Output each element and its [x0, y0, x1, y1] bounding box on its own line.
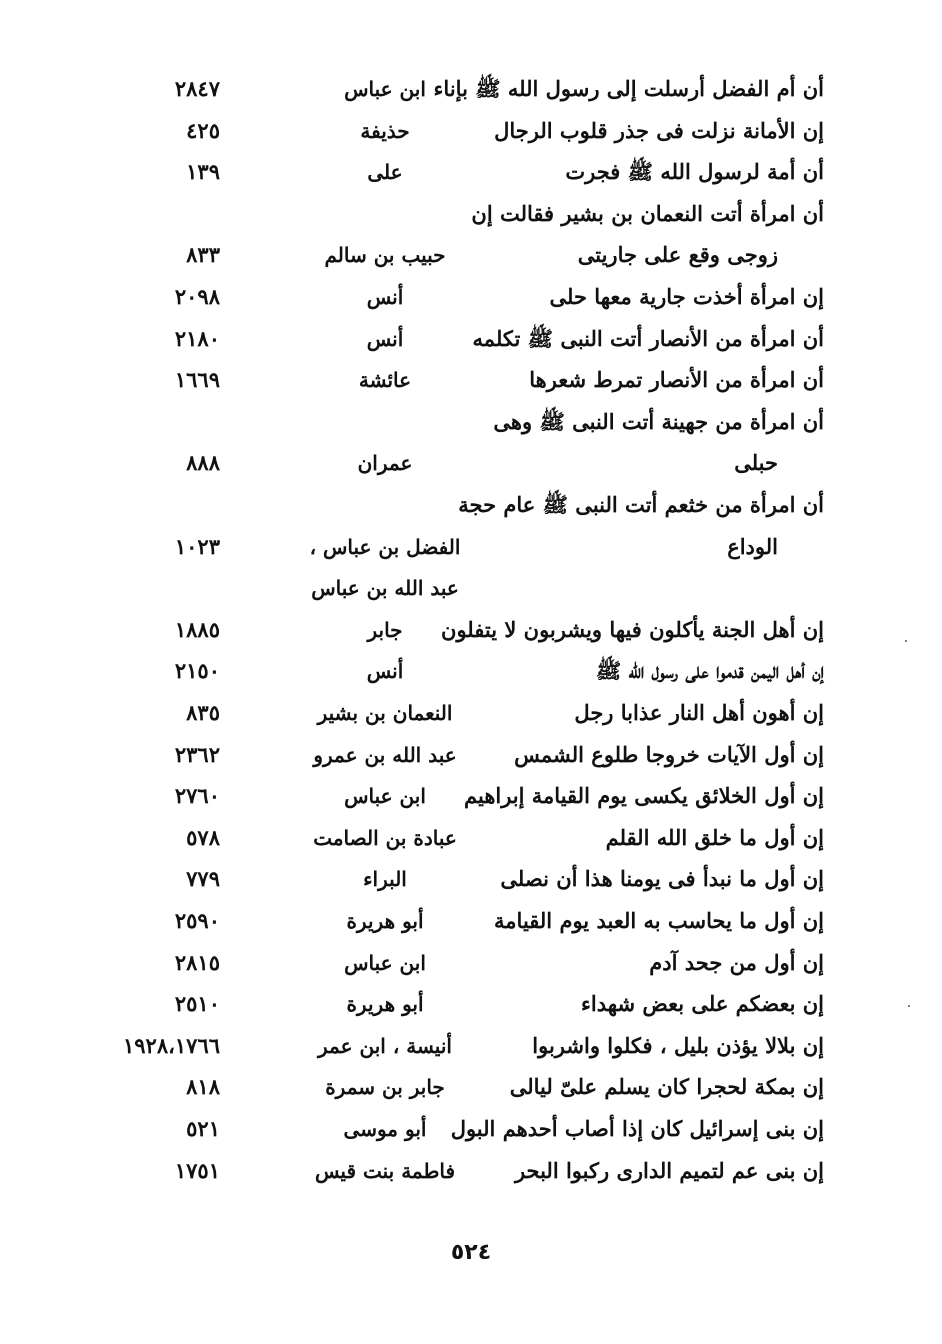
hadith-number: ١٠٢٣ [174, 534, 220, 559]
hadith-number: ١٦٦٩ [174, 367, 220, 392]
hadith-text: إن أول الخلائق يكسى يوم القيامة إبراهيم [464, 783, 824, 808]
hadith-text: إن بلالا يؤذن بليل ، فكلوا واشربوا [532, 1033, 824, 1058]
hadith-number: ١٧٥١ [174, 1158, 220, 1183]
hadith-number: ٨١٨ [186, 1074, 220, 1099]
index-entry [0, 1066, 942, 1108]
hadith-number: ٨٨٨ [186, 450, 220, 475]
hadith-text: إن بنى إسرائيل كان إذا أصاب أحدهم البول [450, 1116, 824, 1141]
hadith-text: إن أول ما نبدأ فى يومنا هذا أن نصلى [500, 866, 824, 891]
narrator-name: ابن عباس [344, 784, 426, 808]
narrator-name: عبد الله بن عمرو [313, 743, 457, 767]
narrator-name: عبادة بن الصامت [313, 826, 457, 850]
hadith-text: أن امرأة من الأنصار أتت النبى ﷺ تكلمه [472, 326, 824, 351]
index-entry [0, 193, 942, 235]
narrator-name: أنس [366, 327, 404, 351]
hadith-number: ١٨٨٥ [174, 617, 220, 642]
hadith-text: إن بمكة لحجرا كان يسلم علىّ ليالى [509, 1074, 824, 1099]
index-entry [0, 817, 942, 859]
hadith-text: إن أول ما يحاسب به العبد يوم القيامة [494, 908, 824, 933]
hadith-text: الوداع [727, 534, 778, 559]
hadith-text: أن امرأة من الأنصار تمرط شعرها [529, 367, 824, 392]
hadith-text: أن أمة لرسول الله ﷺ فجرت [565, 159, 824, 184]
index-entry [0, 276, 942, 318]
hadith-text: إن أهل اليمن قدموا على رسول الله ﷺ [595, 658, 824, 683]
hadith-text: إن أهل الجنة يأكلون فيها ويشربون لا يتفلون [441, 617, 824, 642]
index-entry [0, 900, 942, 942]
index-entry [0, 68, 942, 110]
index-entry [0, 526, 942, 568]
index-entry [0, 234, 942, 276]
index-entry [0, 1025, 942, 1067]
index-entry [0, 318, 942, 360]
hadith-number: ٧٧٩ [186, 866, 220, 891]
hadith-text: أن امرأة أتت النعمان بن بشير فقالت إن [471, 201, 824, 226]
hadith-number: ٢٥١٠ [174, 991, 220, 1016]
hadith-number: ١٩٢٨،١٧٦٦ [122, 1033, 220, 1058]
hadith-number: ٢٥٩٠ [174, 908, 220, 933]
index-entry [0, 359, 942, 401]
hadith-number: ٤٢٥ [186, 118, 220, 143]
index-entry [0, 650, 942, 692]
narrator-name: فاطمة بنت قيس [314, 1159, 456, 1183]
hadith-number: ٢١٨٠ [174, 326, 220, 351]
hadith-number: ١٣٩ [186, 159, 220, 184]
narrator-name: أبو موسى [343, 1117, 427, 1141]
hadith-number: ٢٠٩٨ [174, 284, 220, 309]
index-entry [0, 401, 942, 443]
hadith-text: أن امرأة من خثعم أتت النبى ﷺ عام حجة [458, 492, 824, 517]
hadith-number: ٢٨١٥ [174, 950, 220, 975]
hadith-number: ٨٣٥ [186, 700, 220, 725]
narrator-name: أنس [366, 659, 404, 683]
index-entry [0, 983, 942, 1025]
page-number: ٥٢٤ [450, 1240, 492, 1265]
hadith-text: إن الأمانة نزلت فى جذر قلوب الرجال [494, 118, 824, 143]
hadith-text: إن بعضكم على بعض شهداء [581, 991, 824, 1016]
hadith-number: ٥٢١ [186, 1116, 220, 1141]
narrator-name: عمران [357, 451, 413, 475]
hadith-text: إن أول ما خلق الله القلم [605, 825, 824, 850]
index-entry [0, 1150, 942, 1192]
hadith-number: ٢٨٤٧ [174, 76, 220, 101]
index-entry [0, 484, 942, 526]
index-entry [0, 734, 942, 776]
hadith-number: ٨٣٣ [186, 242, 220, 267]
index-entry [0, 609, 942, 651]
hadith-number: ٥٧٨ [186, 825, 220, 850]
index-entry [0, 151, 942, 193]
narrator-name: ابن عباس [344, 77, 426, 101]
hadith-number: ٢٧٦٠ [174, 783, 220, 808]
hadith-text: إن بنى عم لتميم الدارى ركبوا البحر [514, 1158, 824, 1183]
hadith-text: أن امرأة من جهينة أتت النبى ﷺ وهى [493, 409, 824, 434]
index-entry [0, 775, 942, 817]
narrator-name: النعمان بن بشير [317, 701, 453, 725]
narrator-name: حذيفة [360, 119, 410, 143]
narrator-name: عبد الله بن عباس [311, 576, 459, 600]
narrator-name: ابن عباس [344, 951, 426, 975]
index-entry [0, 858, 942, 900]
narrator-name: أبو هريرة [346, 992, 424, 1016]
index-entry [0, 692, 942, 734]
index-entry [0, 442, 942, 484]
hadith-text: إن أهون أهل النار عذابا رجل [574, 700, 824, 725]
hadith-text: إن أول الآيات خروجا طلوع الشمس [514, 742, 824, 767]
narrator-name: عائشة [358, 368, 412, 392]
narrator-name: أبو هريرة [346, 909, 424, 933]
narrator-name: جابر [367, 618, 403, 642]
narrator-name: أنيسة ، ابن عمر [318, 1034, 452, 1058]
narrator-name: الفضل بن عباس ، [309, 535, 461, 559]
index-entry [0, 942, 942, 984]
hadith-text: حبلى [734, 450, 778, 475]
narrator-name: حبيب بن سالم [324, 243, 446, 267]
index-entry [0, 567, 942, 609]
narrator-name: على [367, 160, 403, 184]
hadith-text: زوجى وقع على جاريتى [577, 242, 778, 267]
narrator-name: أنس [366, 285, 404, 309]
hadith-number: ٢١٥٠ [174, 658, 220, 683]
hadith-text: أن أم الفضل أرسلت إلى رسول الله ﷺ بإناء [433, 76, 824, 101]
narrator-name: البراء [363, 867, 407, 891]
hadith-text: إن امرأة أخذت جارية معها حلى [549, 284, 824, 309]
hadith-number: ٢٣٦٢ [174, 742, 220, 767]
narrator-name: جابر بن سمرة [325, 1075, 445, 1099]
index-entry [0, 1108, 942, 1150]
index-entry [0, 110, 942, 152]
hadith-text: إن أول من جحد آدم [649, 950, 824, 975]
